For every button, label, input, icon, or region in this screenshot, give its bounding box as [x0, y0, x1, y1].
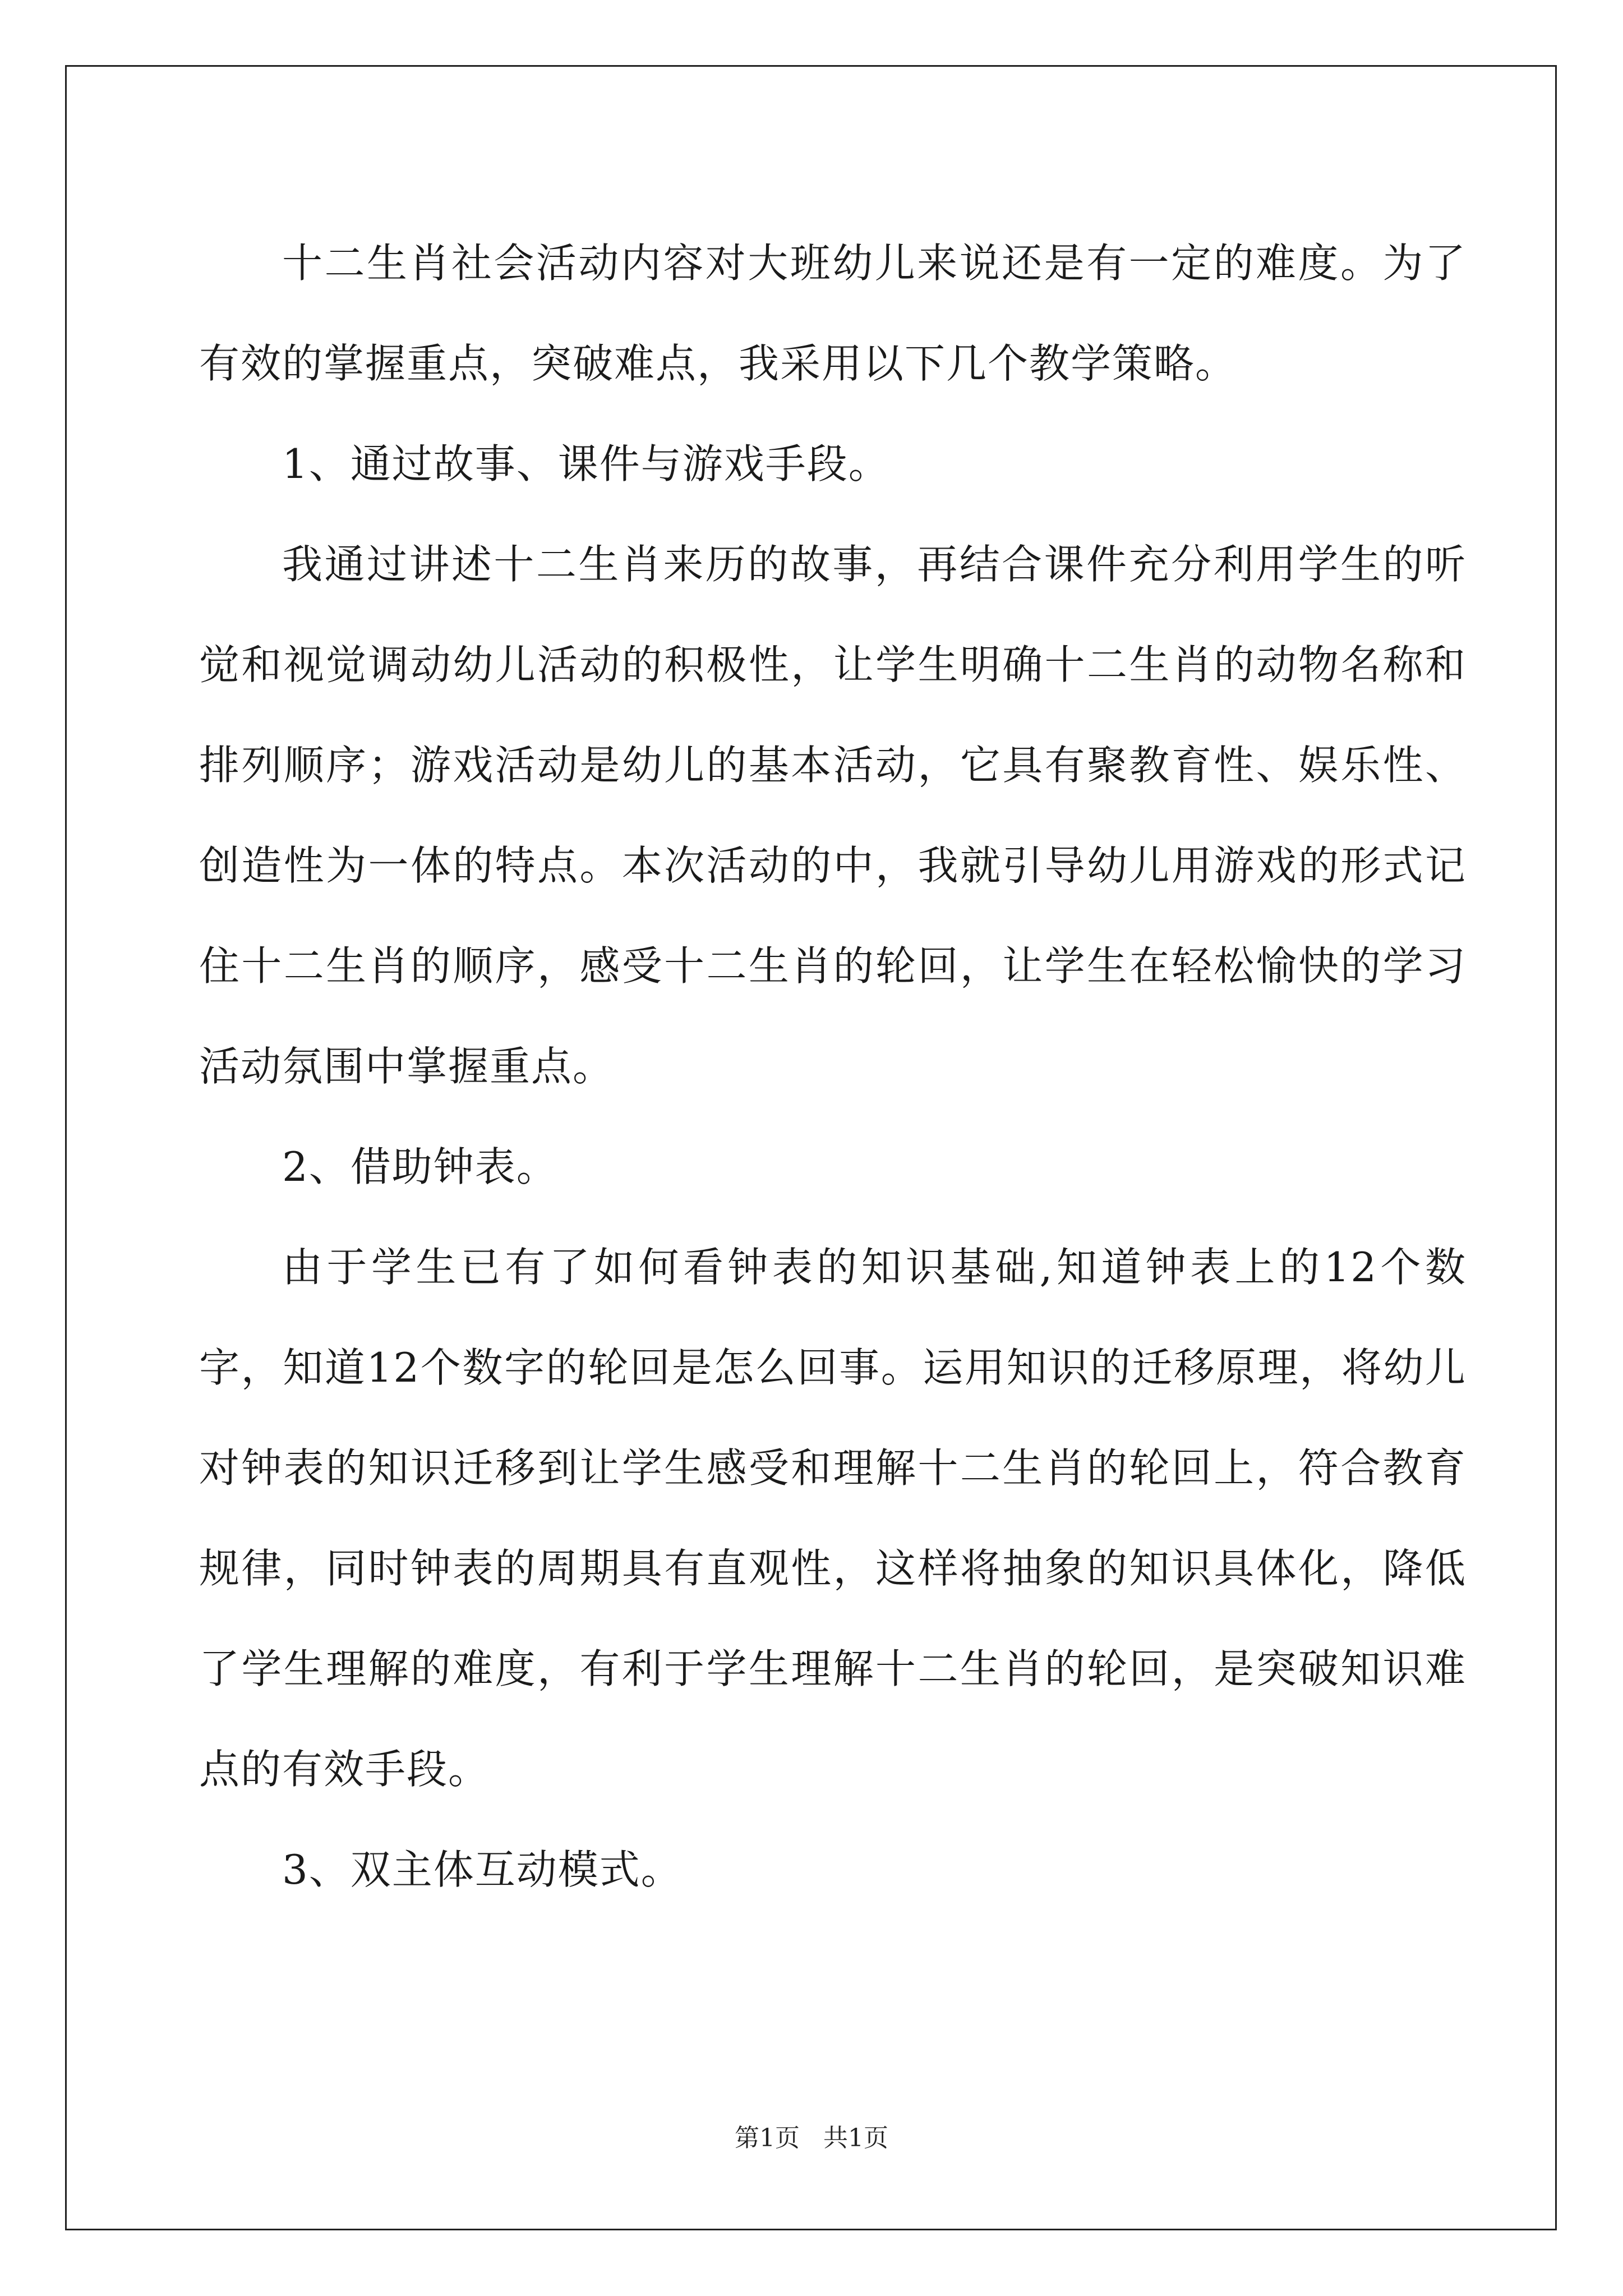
paragraph-intro: 十二生肖社会活动内容对大班幼儿来说还是有一定的难度。为了有效的掌握重点，突破难点，我采用以下几个教学策略。 — [199, 240, 1467, 387]
heading-strategy-2: 2、借助钟表。 — [282, 1143, 558, 1190]
page-footer: 第1页 共1页 — [735, 2124, 888, 2152]
heading-strategy-1: 1、通过故事、课件与游戏手段。 — [282, 440, 890, 487]
document-body — [199, 213, 1467, 1920]
paragraph-strategy-2: 由于学生已有了如何看钟表的知识基础,知道钟表上的12个数字，知道12个数字的轮回是怎么回事。运用知识的迁移原理，将幼儿对钟表的知识迁移到让学生感受和理解十二生肖的轮回上，符合教育规律，同时钟表的周期具有直观性，这样将抽象的知识具体化，降低了学生理解的难度，有利于学生理解十二生肖的轮回，是突破知识难点的有效手段。 — [199, 1244, 1467, 1793]
paragraph-strategy-1: 我通过讲述十二生肖来历的故事，再结合课件充分利用学生的听觉和视觉调动幼儿活动的积极性，让学生明确十二生肖的动物名称和排列顺序；游戏活动是幼儿的基本活动，它具有聚教育性、娱乐性、创造性为一体的特点。本次活动的中，我就引导幼儿用游戏的形式记住十二生肖的顺序，感受十二生肖的轮回，让学生在轻松愉快的学习活动氛围中掌握重点。 — [199, 541, 1467, 1090]
heading-strategy-3: 3、双主体互动模式。 — [282, 1846, 683, 1893]
